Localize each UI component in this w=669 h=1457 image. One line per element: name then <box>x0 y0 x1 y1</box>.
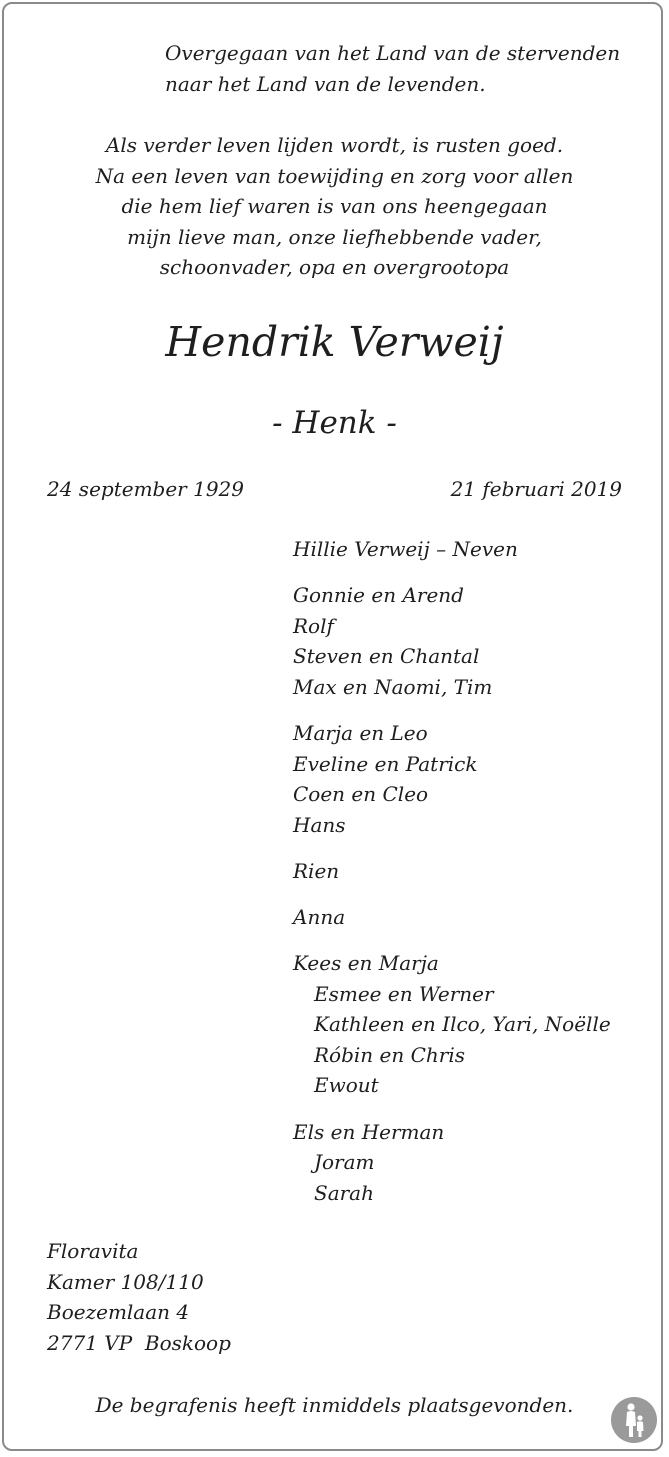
relative-name: Rien <box>293 858 340 883</box>
relatives-group <box>293 948 663 1101</box>
epigraph <box>165 38 620 99</box>
poem-line: Als verder leven lijden wordt, is rusten goed. <box>105 133 564 157</box>
relative-name: Anna <box>293 904 346 929</box>
grandchild-name: Esmee en Werner <box>314 981 494 1006</box>
poem-line: schoonvader, opa en overgrootopa <box>159 255 510 280</box>
grandchild-name: Joram <box>314 1150 375 1175</box>
relatives-group <box>293 856 663 887</box>
epigraph-line: naar het Land van de levenden. <box>165 71 486 96</box>
address-line: Boezemlaan 4 <box>47 1300 190 1325</box>
figures-emblem-icon <box>610 1396 658 1444</box>
relative-name: Hans <box>293 812 346 837</box>
relative-name: Hillie Verweij – Neven <box>293 537 518 561</box>
relatives-group <box>293 534 663 565</box>
relatives-group <box>293 902 663 933</box>
poem-line: die hem lief waren is van ons heengegaan <box>121 194 548 219</box>
relative-name: Eveline en Patrick <box>293 751 478 776</box>
deceased-name: Hendrik Verweij <box>165 318 504 366</box>
address-block <box>47 1236 231 1358</box>
relative-name: Coen en Cleo <box>293 782 429 807</box>
address-line: Floravita <box>47 1239 139 1263</box>
relatives-group <box>293 718 663 840</box>
grandchild-name: Kathleen en Ilco, Yari, Noëlle <box>314 1012 611 1037</box>
relatives-group <box>293 580 663 702</box>
funeral-notice: De begrafenis heeft inmiddels plaatsgevonden. <box>95 1393 574 1417</box>
relative-name: Max en Naomi, Tim <box>293 674 493 699</box>
relative-name: Marja en Leo <box>293 720 428 745</box>
death-date: 21 februari 2019 <box>450 477 622 501</box>
relative-name: Rolf <box>293 613 334 638</box>
relatives-group <box>293 1117 663 1209</box>
relative-name: Els en Herman <box>293 1119 445 1144</box>
address-line: 2771 VP Boskoop <box>47 1330 231 1355</box>
epigraph-line: Overgegaan van het Land van de stervenden <box>165 41 621 65</box>
relatives-list <box>293 534 663 1224</box>
poem <box>0 130 669 283</box>
grandchild-name: Róbin en Chris <box>314 1042 466 1067</box>
relative-name: Steven en Chantal <box>293 644 480 669</box>
poem-line: mijn lieve man, onze liefhebbende vader, <box>127 224 542 249</box>
address-line: Kamer 108/110 <box>47 1269 204 1294</box>
birth-date: 24 september 1929 <box>47 477 245 501</box>
deceased-nickname: - Henk - <box>272 405 397 441</box>
grandchild-name: Ewout <box>314 1073 379 1098</box>
grandchild-name: Sarah <box>314 1180 374 1205</box>
poem-line: Na een leven van toewijding en zorg voor allen <box>95 163 574 188</box>
relative-name: Kees en Marja <box>293 951 439 976</box>
relative-name: Gonnie en Arend <box>293 583 464 608</box>
